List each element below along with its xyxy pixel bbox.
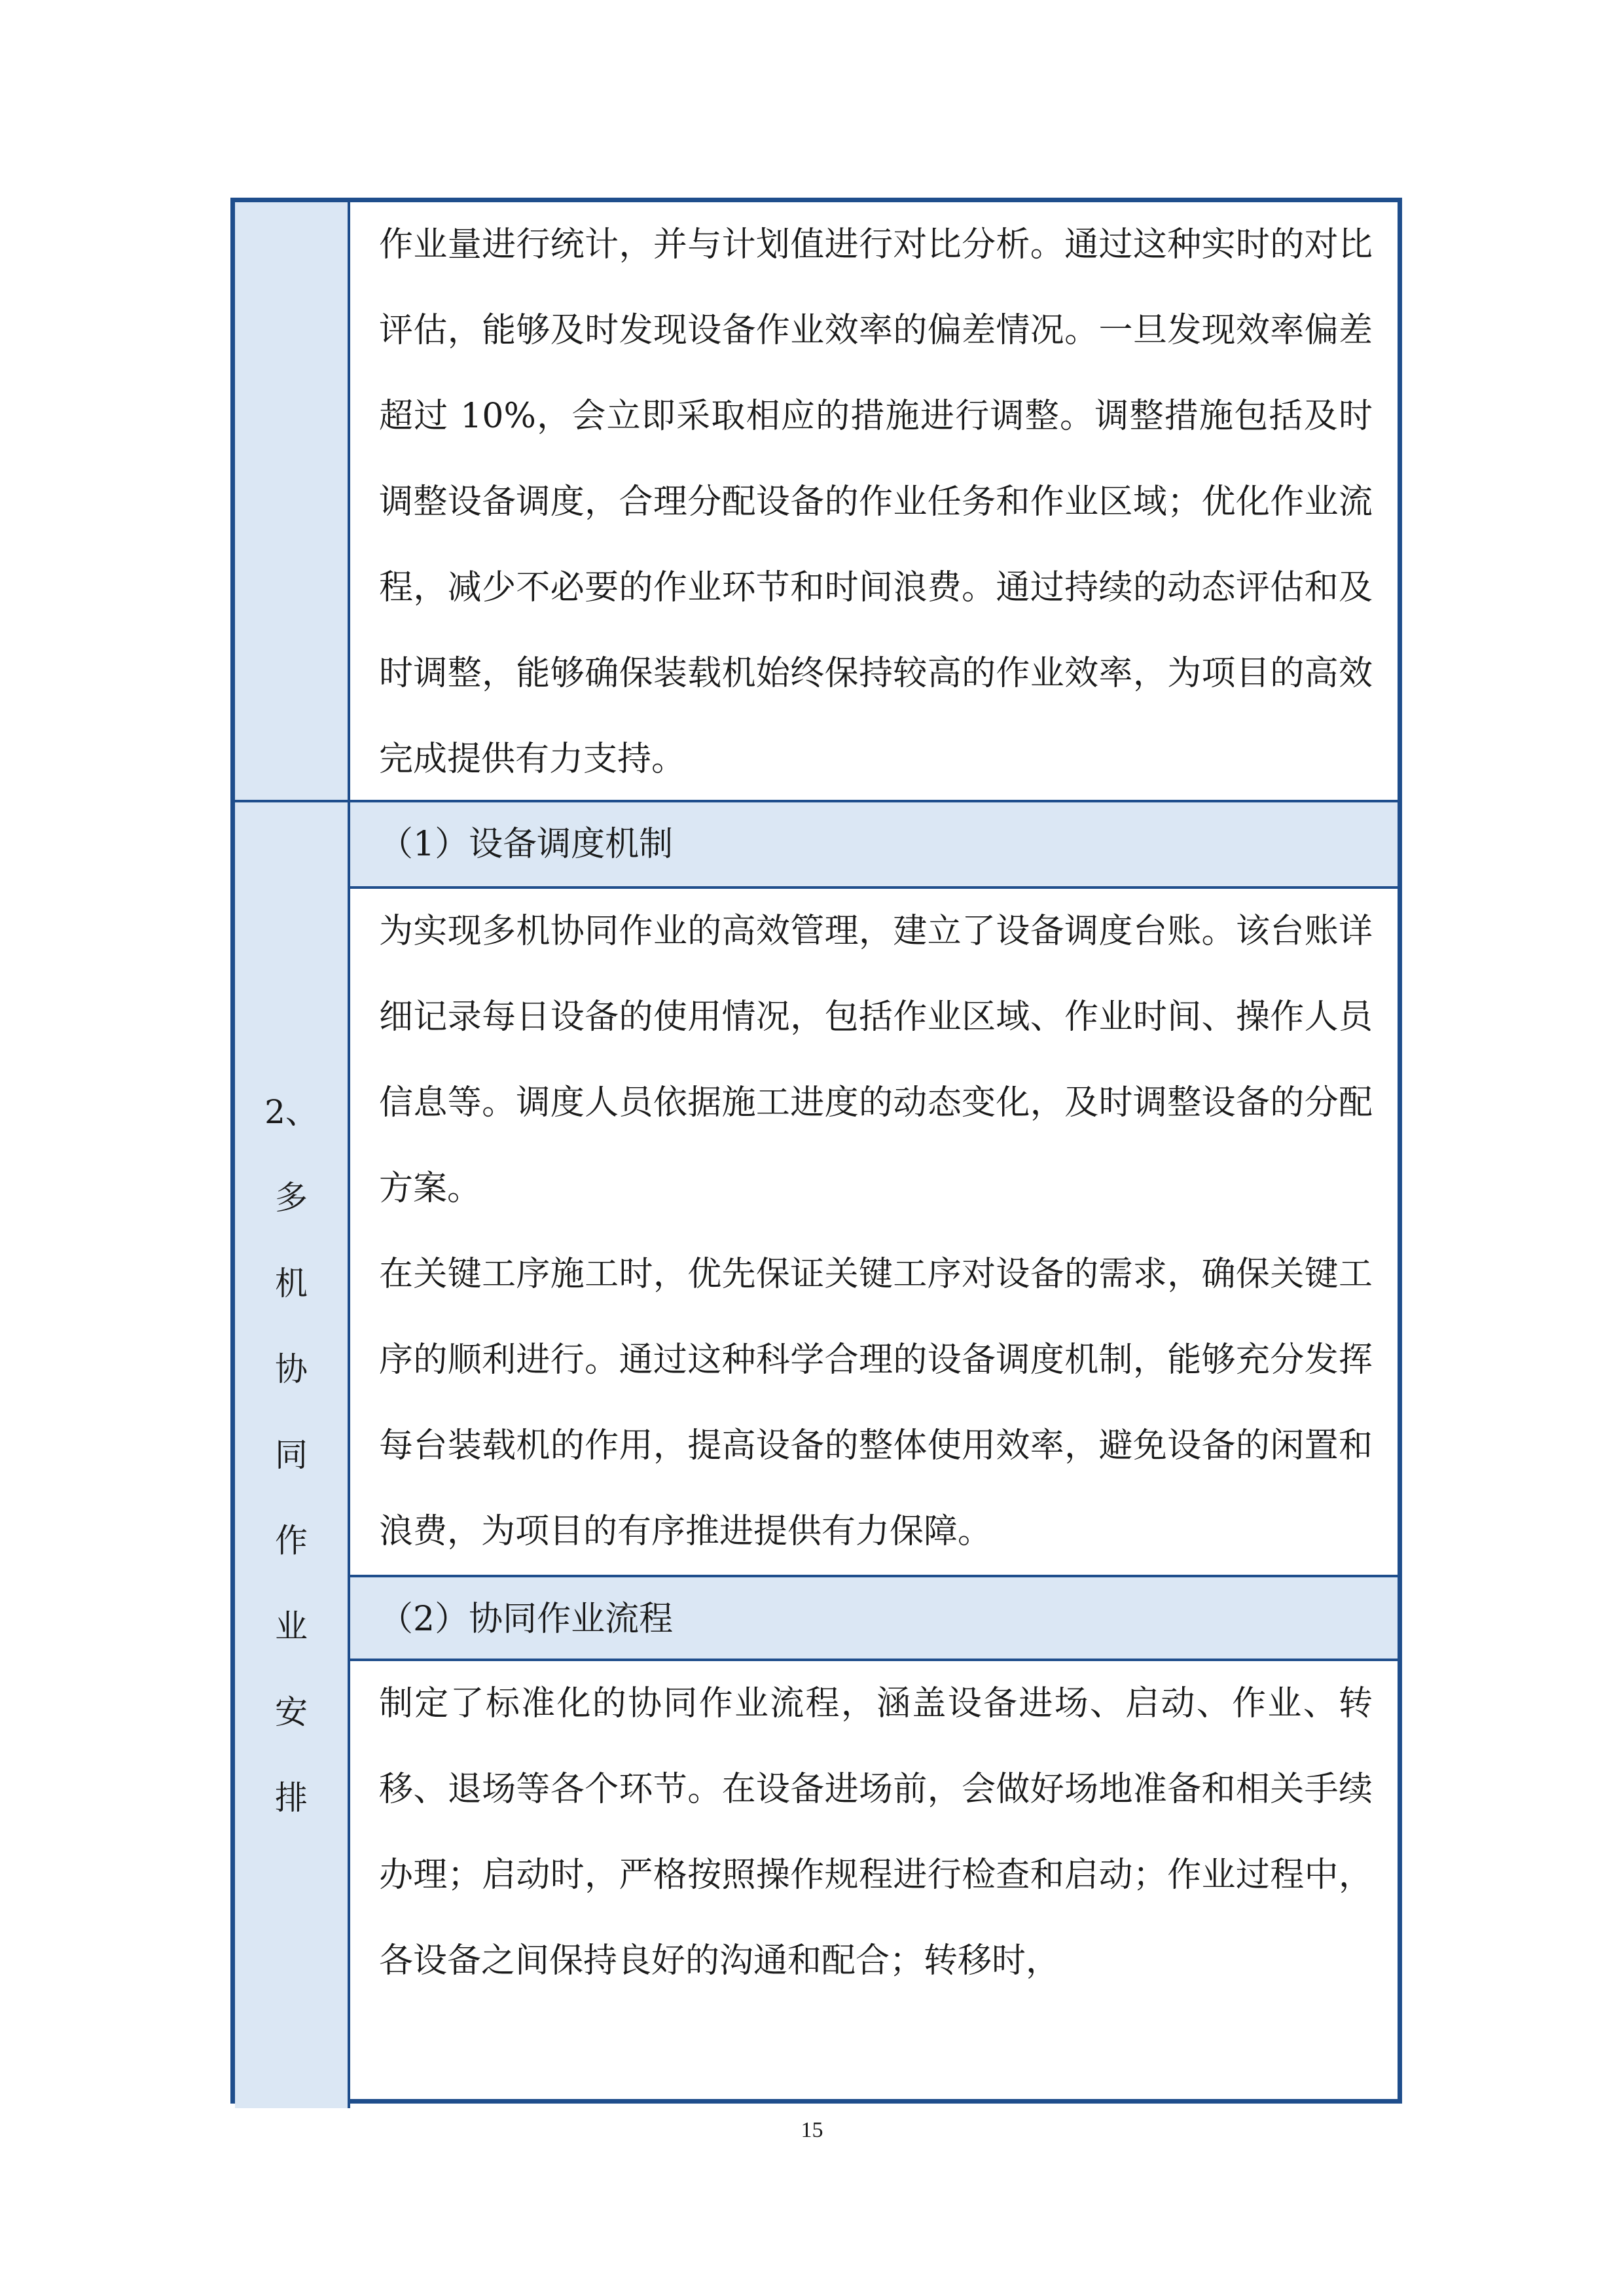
row1-content-cell (350, 202, 1398, 802)
subsection-heading-workflow: （2）协同作业流程 (350, 1575, 1398, 1661)
label-char: 业 (275, 1607, 308, 1645)
row1-paragraph: 作业量进行统计，并与计划值进行对比分析。通过这种实时的对比评估，能够及时发现设备作业效率的偏差情况。一旦发现效率偏差超过 10%，会立即采取相应的措施进行调整。调整措施包括及时调整设备调度，合理分配设备的作业任务和作业区域；优化作业流程，减少不必要的作业环节和时间浪费。通过持续的动态评估和及时调整，能够确保装载机始终保持较高的作业效率，为项目的高效完成提供有力支持。 (379, 225, 1373, 779)
subsection-heading-dispatch: （1）设备调度机制 (350, 802, 1398, 889)
dispatch-paragraph-b: 在关键工序施工时，优先保证关键工序对设备的需求，确保关键工序的顺利进行。通过这种科学合理的设备调度机制，能够充分发挥每台装载机的作用，提高设备的整体使用效率，避免设备的闲置和浪费，为项目的有序推进提供有力保障。 (379, 1255, 1373, 1551)
label-char: 同 (275, 1436, 308, 1474)
label-char: 多 (275, 1179, 308, 1217)
row2-label-cell (235, 802, 350, 2108)
content-table (230, 198, 1402, 2104)
label-char: 作 (275, 1522, 308, 1560)
row2-content-cell (350, 802, 1398, 2108)
label-char: 安 (275, 1693, 308, 1731)
row1-label-cell (235, 202, 350, 802)
label-char: 机 (275, 1265, 308, 1302)
page-number: 15 (801, 2118, 823, 2142)
label-char: 2、 (264, 1093, 318, 1131)
label-char: 协 (275, 1350, 308, 1388)
dispatch-paragraph-a: 为实现多机协同作业的高效管理，建立了设备调度台账。该台账详细记录每日设备的使用情况，包括作业区域、作业时间、操作人员信息等。调度人员依据施工进度的动态变化，及时调整设备的分配方案。 (379, 912, 1373, 1208)
workflow-paragraph: 制定了标准化的协同作业流程，涵盖设备进场、启动、作业、转移、退场等各个环节。在设备进场前，会做好场地准备和相关手续办理；启动时，严格按照操作规程进行检查和启动；作业过程中，各设备之间保持良好的沟通和配合；转移时， (379, 1684, 1373, 1981)
label-char: 排 (275, 1779, 308, 1817)
